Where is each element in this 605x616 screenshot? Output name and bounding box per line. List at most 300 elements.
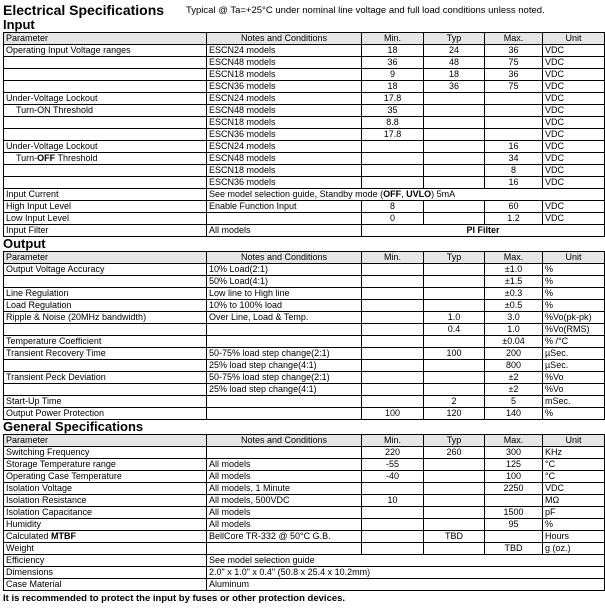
cell-unit: VDC xyxy=(543,213,605,225)
cell-unit: VDC xyxy=(543,201,605,213)
cell-p xyxy=(4,324,207,336)
column-header: Typ xyxy=(424,252,485,264)
cell-n: ESCN24 models xyxy=(207,141,362,153)
cell-max: 34 xyxy=(485,153,543,165)
cell-typ: 0.4 xyxy=(424,324,485,336)
cell-min: 35 xyxy=(362,105,424,117)
cell-p: Output Voltage Accuracy xyxy=(4,264,207,276)
cell-min xyxy=(362,483,424,495)
table-row xyxy=(4,141,605,153)
cell-p xyxy=(4,81,207,93)
cell-typ: 2 xyxy=(424,396,485,408)
table-row xyxy=(4,447,605,459)
page-title: Electrical Specifications xyxy=(3,2,165,18)
cell-p xyxy=(4,177,207,189)
column-header: Unit xyxy=(543,33,605,45)
cell-n: ESCN48 models xyxy=(207,105,362,117)
cell-max: 300 xyxy=(485,447,543,459)
cell-max xyxy=(485,117,543,129)
cell-p: Transient Recovery Time xyxy=(4,348,207,360)
cell-typ: 260 xyxy=(424,447,485,459)
cell-span3: PI Filter xyxy=(362,225,605,237)
cell-p: Input Filter xyxy=(4,225,207,237)
cell-max: 60 xyxy=(485,201,543,213)
cell-typ: 1.0 xyxy=(424,312,485,324)
cell-unit: % xyxy=(543,264,605,276)
cell-span: See model selection guide, Standby mode (OFF, UVLO) 5mA xyxy=(207,189,605,201)
cell-n: ESCN18 models xyxy=(207,117,362,129)
table-row xyxy=(4,507,605,519)
cell-max: 3.0 xyxy=(485,312,543,324)
cell-typ xyxy=(424,507,485,519)
cell-typ xyxy=(424,360,485,372)
cell-typ: TBD xyxy=(424,531,485,543)
cell-p: Efficiency xyxy=(4,555,207,567)
column-header: Max. xyxy=(485,33,543,45)
cell-n xyxy=(207,447,362,459)
table-row xyxy=(4,264,605,276)
cell-p xyxy=(4,57,207,69)
cell-max: 8 xyxy=(485,165,543,177)
cell-n: ESCN24 models xyxy=(207,93,362,105)
cell-n: ESCN36 models xyxy=(207,129,362,141)
table-header-row xyxy=(4,252,605,264)
cell-unit: % /°C xyxy=(543,336,605,348)
cell-unit: VDC xyxy=(543,177,605,189)
cell-min: 10 xyxy=(362,495,424,507)
cell-n: ESCN36 models xyxy=(207,81,362,93)
column-header: Parameter xyxy=(4,33,207,45)
cell-p: Transient Peck Deviation xyxy=(4,372,207,384)
table-row xyxy=(4,312,605,324)
table-row xyxy=(4,555,605,567)
cell-min: 17.8 xyxy=(362,93,424,105)
cell-p: Isolation Resistance xyxy=(4,495,207,507)
column-header: Typ xyxy=(424,33,485,45)
cell-unit: % xyxy=(543,519,605,531)
cell-min xyxy=(362,519,424,531)
cell-min xyxy=(362,543,424,555)
cell-max: TBD xyxy=(485,543,543,555)
cell-typ xyxy=(424,129,485,141)
cell-min: 100 xyxy=(362,408,424,420)
cell-unit: VDC xyxy=(543,57,605,69)
cell-max: 75 xyxy=(485,57,543,69)
column-header: Max. xyxy=(485,252,543,264)
cell-min xyxy=(362,531,424,543)
cell-p: Under-Voltage Lockout xyxy=(4,93,207,105)
cell-unit: VDC xyxy=(543,117,605,129)
cell-n: ESCN48 models xyxy=(207,57,362,69)
table-row xyxy=(4,567,605,579)
table-row xyxy=(4,81,605,93)
cell-unit: VDC xyxy=(543,81,605,93)
cell-typ xyxy=(424,141,485,153)
table-row xyxy=(4,213,605,225)
cell-p: Switching Frequency xyxy=(4,447,207,459)
cell-max: 16 xyxy=(485,177,543,189)
cell-min xyxy=(362,276,424,288)
cell-typ xyxy=(424,300,485,312)
cell-p: Under-Voltage Lockout xyxy=(4,141,207,153)
cell-unit: VDC xyxy=(543,93,605,105)
general-spec-table xyxy=(3,434,605,591)
cell-n: All models xyxy=(207,225,362,237)
input-spec-table xyxy=(3,32,605,237)
cell-max xyxy=(485,531,543,543)
cell-n: 50-75% load step change(2:1) xyxy=(207,348,362,360)
cell-max: 1.0 xyxy=(485,324,543,336)
cell-unit: VDC xyxy=(543,45,605,57)
cell-typ xyxy=(424,471,485,483)
cell-n xyxy=(207,213,362,225)
cell-min xyxy=(362,264,424,276)
cell-n: All models xyxy=(207,519,362,531)
cell-p: Case Material xyxy=(4,579,207,591)
cell-typ xyxy=(424,153,485,165)
cell-p: Weight xyxy=(4,543,207,555)
table-row xyxy=(4,471,605,483)
table-row xyxy=(4,459,605,471)
cell-unit: % xyxy=(543,300,605,312)
cell-max xyxy=(485,495,543,507)
cell-unit: VDC xyxy=(543,129,605,141)
cell-max: 100 xyxy=(485,471,543,483)
cell-max: 36 xyxy=(485,69,543,81)
cell-min xyxy=(362,312,424,324)
cell-n xyxy=(207,336,362,348)
cell-typ: 100 xyxy=(424,348,485,360)
column-header: Typ xyxy=(424,435,485,447)
column-header: Parameter xyxy=(4,252,207,264)
cell-typ xyxy=(424,177,485,189)
cell-unit: VDC xyxy=(543,483,605,495)
table-row xyxy=(4,105,605,117)
table-row xyxy=(4,201,605,213)
table-row xyxy=(4,372,605,384)
table-row xyxy=(4,579,605,591)
cell-unit: VDC xyxy=(543,141,605,153)
cell-typ xyxy=(424,105,485,117)
table-row xyxy=(4,177,605,189)
cell-max: 800 xyxy=(485,360,543,372)
table-row xyxy=(4,276,605,288)
cell-p: Dimensions xyxy=(4,567,207,579)
table-row xyxy=(4,360,605,372)
cell-typ xyxy=(424,201,485,213)
cell-min xyxy=(362,384,424,396)
cell-unit: % xyxy=(543,288,605,300)
table-row xyxy=(4,189,605,201)
cell-max xyxy=(485,93,543,105)
cell-n: 10% Load(2:1) xyxy=(207,264,362,276)
cell-typ xyxy=(424,276,485,288)
cell-n: All models, 1 Minute xyxy=(207,483,362,495)
cell-n: Enable Function Input xyxy=(207,201,362,213)
table-row xyxy=(4,483,605,495)
table-row xyxy=(4,519,605,531)
cell-span: Aluminum xyxy=(207,579,605,591)
cell-max: 200 xyxy=(485,348,543,360)
cell-n: 50% Load(4:1) xyxy=(207,276,362,288)
column-header: Notes and Conditions xyxy=(207,33,362,45)
cell-typ: 18 xyxy=(424,69,485,81)
cell-n xyxy=(207,543,362,555)
table-row xyxy=(4,348,605,360)
table-row xyxy=(4,384,605,396)
cell-unit: %Vo xyxy=(543,384,605,396)
cell-unit: g (oz.) xyxy=(543,543,605,555)
cell-n: Over Line, Load & Temp. xyxy=(207,312,362,324)
table-header-row xyxy=(4,33,605,45)
cell-p xyxy=(4,117,207,129)
cell-n: All models xyxy=(207,507,362,519)
column-header: Notes and Conditions xyxy=(207,435,362,447)
cell-typ xyxy=(424,336,485,348)
output-section-title: Output xyxy=(3,236,46,251)
cell-max: ±1.0 xyxy=(485,264,543,276)
cell-unit: % xyxy=(543,276,605,288)
cell-unit: KHz xyxy=(543,447,605,459)
cell-max: 2250 xyxy=(485,483,543,495)
cell-p: Operating Case Temperature xyxy=(4,471,207,483)
table-row xyxy=(4,69,605,81)
sections-container xyxy=(0,18,605,591)
cell-unit: MΩ xyxy=(543,495,605,507)
cell-unit: °C xyxy=(543,471,605,483)
cell-n xyxy=(207,324,362,336)
column-header: Parameter xyxy=(4,435,207,447)
cell-span: See model selection guide xyxy=(207,555,605,567)
cell-max: 1500 xyxy=(485,507,543,519)
cell-typ xyxy=(424,165,485,177)
column-header: Notes and Conditions xyxy=(207,252,362,264)
cell-n: ESCN24 models xyxy=(207,45,362,57)
cell-p xyxy=(4,69,207,81)
cell-p: Isolation Capacitance xyxy=(4,507,207,519)
cell-p: Start-Up Time xyxy=(4,396,207,408)
cell-min: 8.8 xyxy=(362,117,424,129)
cell-p: Temperature Coefficient xyxy=(4,336,207,348)
table-row xyxy=(4,129,605,141)
cell-min: -40 xyxy=(362,471,424,483)
cell-p: Ripple & Noise (20MHz bandwidth) xyxy=(4,312,207,324)
cell-unit: VDC xyxy=(543,153,605,165)
cell-typ xyxy=(424,264,485,276)
cell-max: ±2 xyxy=(485,384,543,396)
cell-n: 50-75% load step change(2:1) xyxy=(207,372,362,384)
cell-min: 17.8 xyxy=(362,129,424,141)
cell-max: 125 xyxy=(485,459,543,471)
cell-min xyxy=(362,177,424,189)
cell-max: ±1.5 xyxy=(485,276,543,288)
table-row xyxy=(4,117,605,129)
cell-p: Load Regulation xyxy=(4,300,207,312)
table-row xyxy=(4,531,605,543)
cell-min: 220 xyxy=(362,447,424,459)
cell-min xyxy=(362,300,424,312)
cell-max: 5 xyxy=(485,396,543,408)
table-row xyxy=(4,408,605,420)
cell-p: Humidity xyxy=(4,519,207,531)
cell-typ xyxy=(424,495,485,507)
cell-unit: % xyxy=(543,408,605,420)
conditions-note: Typical @ Ta=+25°C under nominal line voltage and full load conditions unless noted. xyxy=(186,5,545,16)
cell-unit: °C xyxy=(543,459,605,471)
cell-p: Line Regulation xyxy=(4,288,207,300)
cell-max: ±2 xyxy=(485,372,543,384)
cell-unit: µSec. xyxy=(543,360,605,372)
cell-min: 18 xyxy=(362,81,424,93)
cell-min xyxy=(362,507,424,519)
cell-typ xyxy=(424,288,485,300)
cell-p: Turn-ON Threshold xyxy=(4,105,207,117)
cell-n: ESCN36 models xyxy=(207,177,362,189)
cell-max: ±0.04 xyxy=(485,336,543,348)
cell-unit: Hours xyxy=(543,531,605,543)
cell-typ xyxy=(424,483,485,495)
cell-min xyxy=(362,372,424,384)
cell-p: Storage Temperature range xyxy=(4,459,207,471)
cell-p: High Input Level xyxy=(4,201,207,213)
table-row xyxy=(4,153,605,165)
footer-note: It is recommended to protect the input by fuses or other protection devices. xyxy=(3,593,346,604)
column-header: Min. xyxy=(362,435,424,447)
cell-n: 25% load step change(4:1) xyxy=(207,360,362,372)
cell-n: Low line to High line xyxy=(207,288,362,300)
cell-p: Low Input Level xyxy=(4,213,207,225)
cell-max: 1.2 xyxy=(485,213,543,225)
cell-n: ESCN18 models xyxy=(207,69,362,81)
cell-max xyxy=(485,129,543,141)
input-section-title: Input xyxy=(3,17,35,32)
column-header: Min. xyxy=(362,252,424,264)
cell-typ: 48 xyxy=(424,57,485,69)
cell-n: 25% load step change(4:1) xyxy=(207,384,362,396)
table-header-row xyxy=(4,435,605,447)
cell-min xyxy=(362,360,424,372)
cell-p xyxy=(4,165,207,177)
column-header: Unit xyxy=(543,435,605,447)
cell-unit: µSec. xyxy=(543,348,605,360)
cell-unit: pF xyxy=(543,507,605,519)
cell-unit: %Vo xyxy=(543,372,605,384)
cell-typ: 120 xyxy=(424,408,485,420)
table-row xyxy=(4,543,605,555)
cell-max: 36 xyxy=(485,45,543,57)
cell-unit: %Vo(RMS) xyxy=(543,324,605,336)
cell-p: Calculated MTBF xyxy=(4,531,207,543)
cell-p: Input Current xyxy=(4,189,207,201)
cell-min: 36 xyxy=(362,57,424,69)
cell-typ xyxy=(424,519,485,531)
table-row xyxy=(4,93,605,105)
table-row xyxy=(4,324,605,336)
general-section-title: General Specifications xyxy=(3,419,144,434)
cell-n: ESCN48 models xyxy=(207,153,362,165)
cell-n: BellCore TR-332 @ 50°C G.B. xyxy=(207,531,362,543)
cell-p: Isolation Voltage xyxy=(4,483,207,495)
cell-p xyxy=(4,276,207,288)
cell-p xyxy=(4,129,207,141)
cell-max xyxy=(485,105,543,117)
cell-typ xyxy=(424,117,485,129)
cell-n: All models xyxy=(207,471,362,483)
cell-typ xyxy=(424,372,485,384)
column-header: Min. xyxy=(362,33,424,45)
table-row xyxy=(4,396,605,408)
table-row xyxy=(4,57,605,69)
cell-min xyxy=(362,288,424,300)
table-row xyxy=(4,225,605,237)
cell-min: 18 xyxy=(362,45,424,57)
cell-min: 0 xyxy=(362,213,424,225)
cell-n: 10% to 100% load xyxy=(207,300,362,312)
cell-unit: VDC xyxy=(543,105,605,117)
table-row xyxy=(4,288,605,300)
cell-max: 75 xyxy=(485,81,543,93)
cell-min xyxy=(362,153,424,165)
cell-max: 16 xyxy=(485,141,543,153)
table-row xyxy=(4,336,605,348)
cell-typ xyxy=(424,384,485,396)
table-row xyxy=(4,45,605,57)
cell-min xyxy=(362,141,424,153)
cell-p: Turn-OFF Threshold xyxy=(4,153,207,165)
cell-min xyxy=(362,336,424,348)
cell-unit: %Vo(pk-pk) xyxy=(543,312,605,324)
column-header: Max. xyxy=(485,435,543,447)
cell-n: ESCN18 models xyxy=(207,165,362,177)
cell-max: ±0.3 xyxy=(485,288,543,300)
cell-min xyxy=(362,396,424,408)
cell-unit: VDC xyxy=(543,165,605,177)
header xyxy=(0,0,605,18)
cell-min: -55 xyxy=(362,459,424,471)
cell-unit: mSec. xyxy=(543,396,605,408)
cell-max: 95 xyxy=(485,519,543,531)
cell-p: Output Power Protection xyxy=(4,408,207,420)
cell-span: 2.0" x 1.0" x 0.4" (50.8 x 25.4 x 10.2mm) xyxy=(207,567,605,579)
column-header: Unit xyxy=(543,252,605,264)
cell-min xyxy=(362,165,424,177)
cell-typ xyxy=(424,213,485,225)
table-row xyxy=(4,495,605,507)
cell-n xyxy=(207,408,362,420)
cell-min: 9 xyxy=(362,69,424,81)
cell-p xyxy=(4,360,207,372)
table-row xyxy=(4,165,605,177)
table-row xyxy=(4,300,605,312)
cell-min: 8 xyxy=(362,201,424,213)
cell-typ xyxy=(424,93,485,105)
cell-min xyxy=(362,348,424,360)
cell-typ xyxy=(424,543,485,555)
cell-max: 140 xyxy=(485,408,543,420)
cell-n: All models xyxy=(207,459,362,471)
cell-p xyxy=(4,384,207,396)
cell-unit: VDC xyxy=(543,69,605,81)
cell-max: ±0.5 xyxy=(485,300,543,312)
cell-typ xyxy=(424,459,485,471)
cell-min xyxy=(362,324,424,336)
cell-n: All models, 500VDC xyxy=(207,495,362,507)
cell-p: Operating Input Voltage ranges xyxy=(4,45,207,57)
cell-n xyxy=(207,396,362,408)
cell-typ: 24 xyxy=(424,45,485,57)
output-spec-table xyxy=(3,251,605,420)
cell-typ: 36 xyxy=(424,81,485,93)
